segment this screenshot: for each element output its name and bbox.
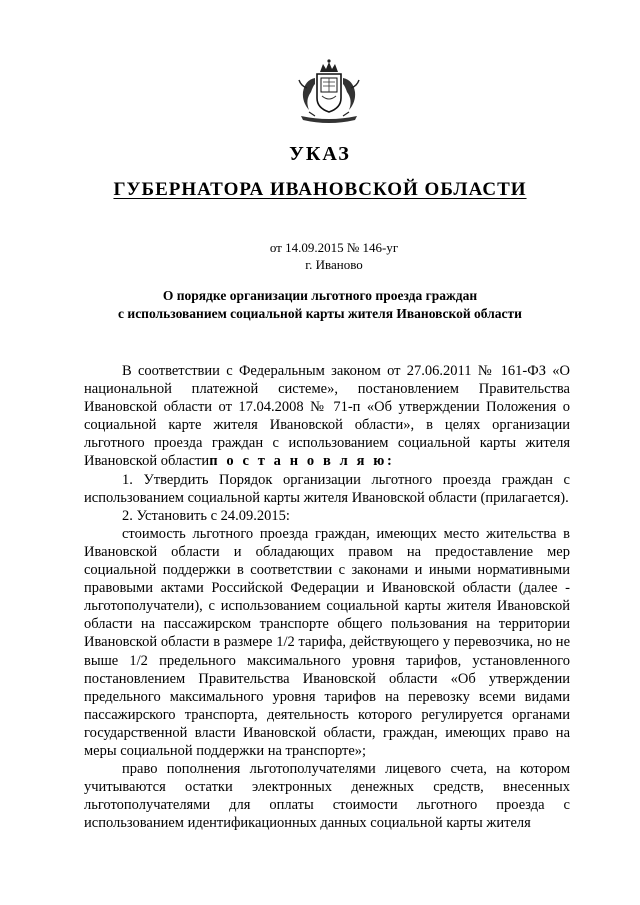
preamble-text: В соответствии с Федеральным законом от 27.06.2011 № 161-ФЗ «О национальной платежной системе», постановлением Правительства Ивановской области от 17.04.2008 № 71-п «Об утверждении Положения о социальной карте жителя Ивановской области», в целях организации льготного проезда граждан с использованием социальной карты жителя Ивановской области (84, 363, 570, 470)
document-title-line-1: О порядке организации льготного проезда граждан (162, 288, 478, 303)
document-title-line-2: с использованием социальной карты жителя Ивановской области (118, 306, 522, 321)
item-1-paragraph: 1. Утвердить Порядок организации льготного проезда граждан с использованием социальной карты жителя Ивановской области (прилагается). (84, 471, 570, 506)
item-2-cost-paragraph: стоимость льготного проезда граждан, имеющих место жительства в Ивановской области и обладающих правом на предоставление мер социальной поддержки в соответствии с законами и иными нормативными правовыми актами Российской Федерации и Ивановской области (далее - льготополучатели), с использованием социальной карты жителя Ивановской области на пассажирском транспорте общего пользования на территории Ивановской области в размере 1/2 тарифа, действующего у перевозчика, но не выше 1/2 предельного максимального уровня тарифов, установленного постановлением Правительства Ивановской области «Об утверждении предельного максимального уровня тарифов на перевозку всеми видами пассажирского транспорта, деятельность которого регулируется органами государственной власти Ивановской области, граждан, имеющих право на меры социальной поддержки на транспорте»; (84, 525, 570, 759)
coat-of-arms-emblem (293, 58, 365, 128)
document-heading-type: УКАЗ (289, 143, 351, 165)
document-heading-authority: ГУБЕРНАТОРА ИВАНОВСКОЙ ОБЛАСТИ (113, 179, 527, 200)
document-body (84, 362, 570, 832)
preamble-paragraph (84, 362, 570, 471)
document-title (0, 287, 640, 323)
decree-word: п о с т а н о в л я ю: (209, 453, 395, 470)
item-2-right-paragraph: право пополнения льготополучателями лицевого счета, на котором учитываются остатки электронных денежных средств, внесенных льготополучателями для оплаты стоимости льготного проезда с использованием идентификационных данных социальной карты жителя (84, 761, 570, 832)
document-date-number: от 14.09.2015 № 146-уг (269, 240, 399, 255)
item-2-intro-paragraph: 2. Установить с 24.09.2015: (122, 507, 290, 524)
document-city: г. Иваново (305, 257, 363, 272)
